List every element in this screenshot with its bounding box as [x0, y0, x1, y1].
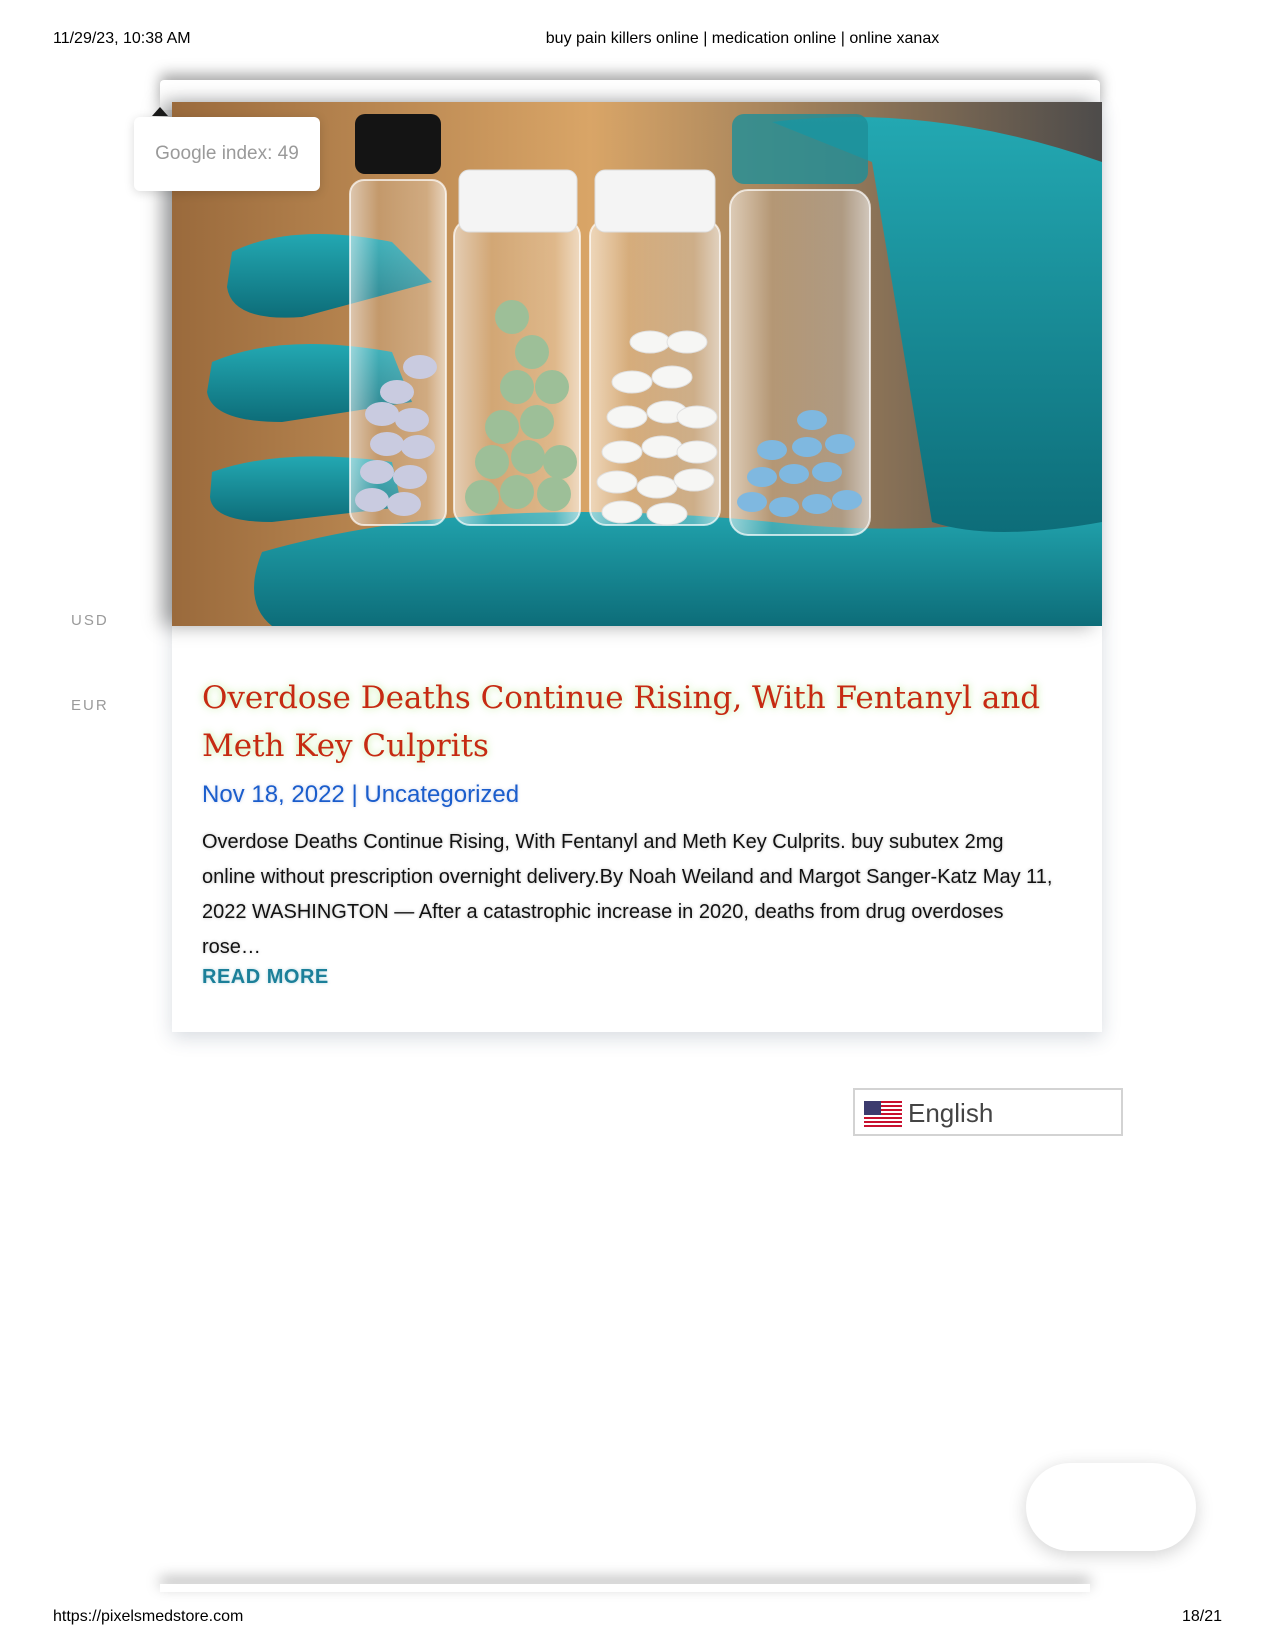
tooltip-arrow-icon	[152, 107, 168, 116]
post-title[interactable]: Overdose Deaths Continue Rising, With Fentanyl and Meth Key Culprits	[202, 680, 1041, 764]
post-excerpt: Overdose Deaths Continue Rising, With Fentanyl and Meth Key Culprits. buy subutex 2mg online without prescription overnight delivery.By Noah Weiland and Margot Sanger-Katz May 11, 2022 WASHINGTON — After a catastrophic increase in 2020, deaths from drug overdoses rose…	[202, 831, 1053, 958]
print-url: https://pixelsmedstore.com	[53, 1608, 244, 1625]
meta-separator: |	[351, 781, 358, 808]
print-datetime: 11/29/23, 10:38 AM	[53, 30, 191, 47]
print-page-title: buy pain killers online | medication online | online xanax	[545, 30, 940, 47]
chat-widget-button[interactable]	[1026, 1463, 1196, 1551]
currency-eur[interactable]: EUR	[71, 697, 109, 714]
print-page-number: 18/21	[1181, 1608, 1222, 1625]
post-category-link[interactable]: Uncategorized	[364, 781, 520, 808]
post-card	[172, 102, 1102, 1032]
currency-usd[interactable]: USD	[71, 612, 109, 629]
google-index-tooltip: Google index: 49	[134, 117, 320, 191]
us-flag-icon	[864, 1101, 902, 1127]
post-date: Nov 18, 2022	[202, 781, 345, 808]
language-selector[interactable]	[853, 1088, 1123, 1136]
selected-language: English	[908, 1098, 994, 1128]
post-meta	[202, 781, 519, 809]
read-more-link[interactable]: READ MORE	[202, 966, 329, 988]
next-card-edge	[160, 1584, 1090, 1592]
